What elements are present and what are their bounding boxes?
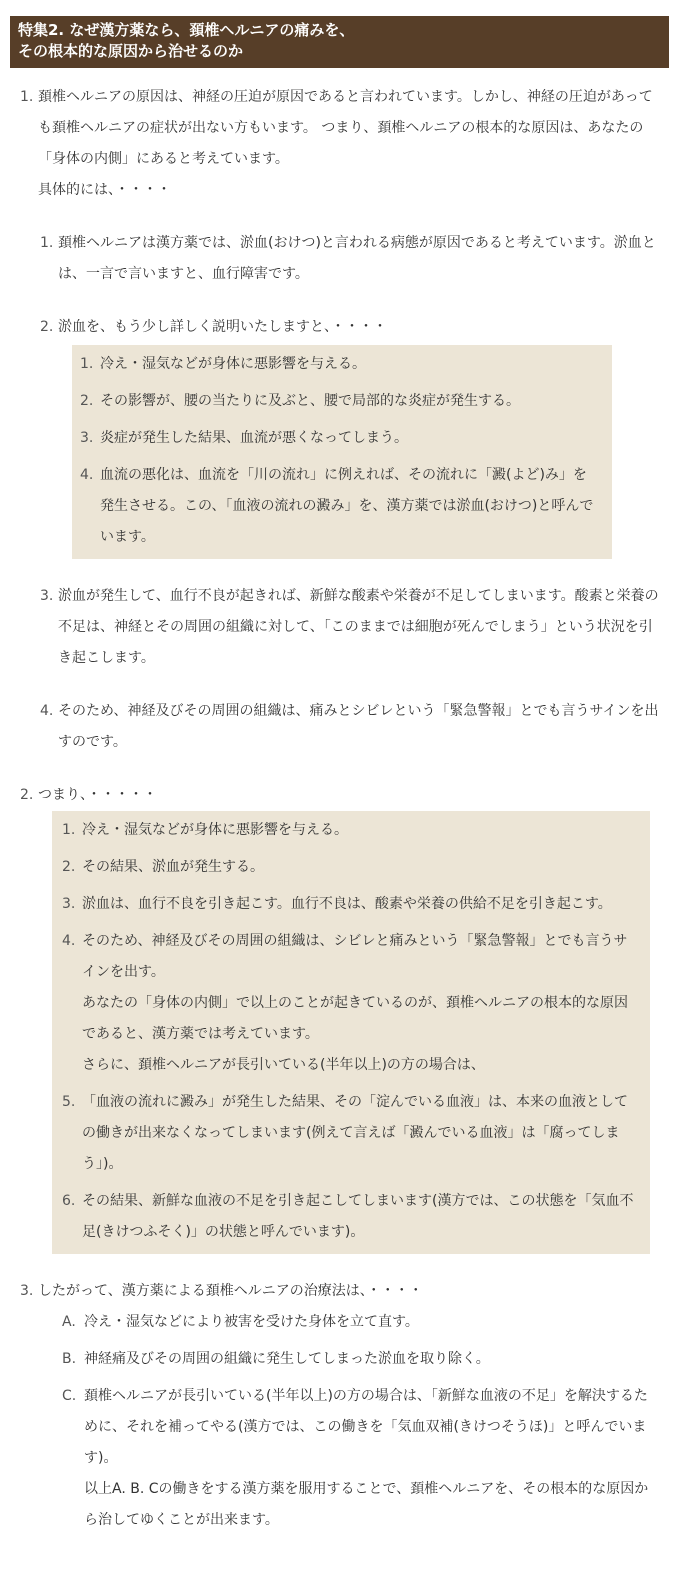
s2-box-item-2-number: 2.: [62, 859, 76, 875]
s1-item-2-text: 淤血を、もう少し詳しく説明いたしますと、・・・・: [58, 319, 387, 335]
s2-box-item-1-text: 冷え・湿気などが身体に悪影響を与える。: [82, 822, 348, 838]
s1-item-1-text: 頚椎ヘルニアは漢方薬では、淤血(おけつ)と言われる病態が原因であると考えています。淤血とは、一言で言いますと、血行障害です。: [58, 235, 656, 282]
s2-box-item-4-number: 4.: [62, 933, 76, 949]
s1-item-4: [38, 696, 659, 758]
s3-item-b: [38, 1344, 659, 1375]
section-2-number: 2.: [20, 787, 34, 803]
s2-box-item-3-number: 3.: [62, 896, 76, 912]
s1-item-2: [38, 312, 659, 343]
s2-box-item-6-text: その結果、新鮮な血液の不足を引き起こしてしまいます(漢方では、この状態を「気血不足(きけつふそく)」の状態と呼んでいます)。: [82, 1193, 634, 1240]
s1-box-item-3: [80, 423, 600, 454]
s3-closing-text: 以上A. B. Cの働きをする漢方薬を服用することで、頚椎ヘルニアを、その根本的な原因から治してゆくことが出来ます。: [84, 1481, 649, 1528]
header-title-line2: その根本的な原因から治せるのか: [18, 42, 244, 60]
s1-item-4-text: そのため、神経及びその周囲の組織は、痛みとシビレという「緊急警報」とでも言うサインを出すのです。: [58, 703, 659, 750]
s1-box-item-2-text: その影響が、腰の当たりに及ぶと、腰で局部的な炎症が発生する。: [100, 393, 520, 409]
s2-box-item-4: [62, 926, 636, 1081]
s1-item-3-number: 3.: [40, 588, 54, 604]
s2-summary-box: [52, 811, 650, 1254]
section-3-number: 3.: [20, 1283, 34, 1299]
section-1-lead: 具体的には、・・・・: [38, 182, 171, 198]
s3-item-b-text: 神経痛及びその周囲の組織に発生してしまった淤血を取り除く。: [84, 1351, 490, 1367]
s3-item-a-text: 冷え・湿気などにより被害を受けた身体を立て直す。: [84, 1314, 419, 1330]
s1-box-item-2: [80, 386, 600, 417]
s2-box-item-3-text: 淤血は、血行不良を引き起こす。血行不良は、酸素や栄養の供給不足を引き起こす。: [82, 896, 612, 912]
section-1: [0, 82, 679, 758]
section-2-lead: つまり、・・・・・: [38, 787, 157, 803]
s1-item-4-number: 4.: [40, 703, 54, 719]
s1-box-item-3-number: 3.: [80, 430, 94, 446]
section-3-lead: したがって、漢方薬による頚椎ヘルニアの治療法は、・・・・: [38, 1283, 423, 1299]
s3-item-c-text: 頚椎ヘルニアが長引いている(半年以上)の方の場合は、「新鮮な血液の不足」を解決するために、それを補ってやる(漢方では、この働きを「気血双補(きけつそうほ)」と呼んでいます)。: [84, 1388, 648, 1466]
s2-box-item-5: [62, 1087, 636, 1180]
feature-header: [10, 16, 669, 68]
s1-box-item-4-number: 4.: [80, 467, 94, 483]
s1-item-3-text: 淤血が発生して、血行不良が起きれば、新鮮な酸素や栄養が不足してしまいます。酸素と栄養の不足は、神経とその周囲の組織に対して、「このままでは細胞が死んでしまう」という状況を引き起こします。: [58, 588, 659, 666]
s1-detail-box: [72, 345, 612, 559]
section-2: [0, 780, 679, 1254]
s1-box-item-4-text: 血流の悪化は、血流を「川の流れ」に例えれば、その流れに「澱(よど)み」を発生させる。この、「血液の流れの澱み」を、漢方薬では淤血(おけつ)と呼んでいます。: [100, 467, 594, 545]
s1-item-1-number: 1.: [40, 235, 54, 251]
section-1-number: 1.: [20, 89, 34, 105]
section-3: [0, 1276, 679, 1536]
s3-item-b-label: B.: [62, 1351, 77, 1367]
s3-item-a-label: A.: [62, 1314, 76, 1330]
s2-box-item-3: [62, 889, 636, 920]
s1-item-3: [38, 581, 659, 674]
s2-box-item-1-number: 1.: [62, 822, 76, 838]
s1-item-1: [38, 228, 659, 290]
s1-box-item-1: [80, 349, 600, 380]
s1-box-item-3-text: 炎症が発生した結果、血流が悪くなってしまう。: [100, 430, 408, 446]
s3-item-c-label: C.: [62, 1388, 77, 1404]
s2-box-item-6-number: 6.: [62, 1193, 76, 1209]
s3-item-a: [38, 1307, 659, 1338]
header-title-line1: 特集2. なぜ漢方薬なら、頚椎ヘルニアの痛みを、: [18, 21, 355, 39]
s2-box-item-2: [62, 852, 636, 883]
s1-box-item-1-number: 1.: [80, 356, 94, 372]
s2-note-root-cause: あなたの「身体の内側」で以上のことが起きているのが、頚椎ヘルニアの根本的な原因であると、漢方薬では考えています。: [82, 995, 628, 1042]
s2-box-item-1: [62, 815, 636, 846]
s1-box-item-1-text: 冷え・湿気などが身体に悪影響を与える。: [100, 356, 366, 372]
s1-item-2-number: 2.: [40, 319, 54, 335]
s2-box-item-6: [62, 1186, 636, 1248]
s2-box-item-4-text: そのため、神経及びその周囲の組織は、シビレと痛みという「緊急警報」とでも言うサインを出す。: [82, 933, 628, 980]
s2-box-item-5-text: 「血液の流れに澱み」が発生した結果、その「淀んでいる血液」は、本来の血液としての働きが出来なくなってしまいます(例えて言えば「澱んでいる血液」は「腐ってしまう」)。: [82, 1094, 628, 1172]
section-1-text: 頚椎ヘルニアの原因は、神経の圧迫が原因であると言われています。しかし、神経の圧迫があっても頚椎ヘルニアの症状が出ない方もいます。 つまり、頚椎ヘルニアの根本的な原因は、あなたの「身体の内側」にあると考えています。: [38, 89, 653, 167]
s3-item-c: [38, 1381, 659, 1536]
s2-box-item-5-number: 5.: [62, 1094, 76, 1110]
s1-box-item-2-number: 2.: [80, 393, 94, 409]
s2-box-item-2-text: その結果、淤血が発生する。: [82, 859, 264, 875]
s1-box-item-4: [80, 460, 600, 553]
s2-note-long-term: さらに、頚椎ヘルニアが長引いている(半年以上)の方の場合は、: [82, 1057, 485, 1073]
